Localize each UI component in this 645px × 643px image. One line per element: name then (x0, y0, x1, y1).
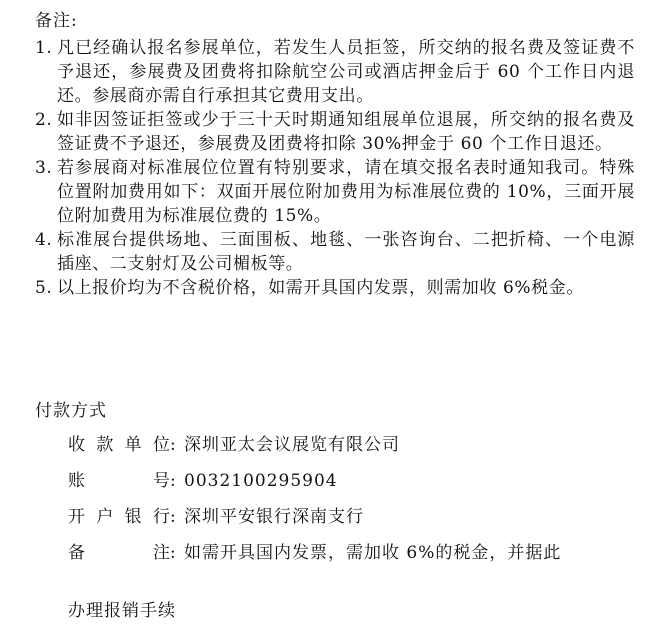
payment-remark-continuation: 办理报销手续 (68, 601, 176, 621)
payment-label: 账号 (68, 471, 170, 491)
payment-colon: : (170, 471, 177, 491)
note-number: 2. (35, 110, 53, 130)
payment-colon: : (170, 507, 177, 527)
payment-details (68, 434, 628, 578)
note-text: 标准展台提供场地、三面围板、地毯、一张咨询台、二把折椅、一个电源插座、二支射灯及公司楣板等。 (57, 230, 635, 274)
note-item-5 (35, 276, 635, 300)
note-item-1 (35, 36, 635, 108)
note-text: 凡已经确认报名参展单位，若发生人员拒签，所交纳的报名费及签证费不予退还，参展费及团费将扣除航空公司或酒店押金后于 60 个工作日内退还。参展商亦需自行承担其它费用支出。 (57, 38, 635, 106)
note-number: 3. (35, 158, 53, 178)
note-text: 若参展商对标准展位位置有特别要求，请在填交报名表时通知我司。特殊位置附加费用如下：双面开展位附加费用为标准展位费的 10%，三面开展位附加费用为标准展位费的 15%。 (57, 158, 635, 226)
payment-value: 0032100295904 (184, 471, 338, 491)
payment-row-account (68, 470, 628, 506)
payment-row-remark (68, 542, 628, 578)
note-number: 4. (35, 230, 53, 250)
note-text: 以上报价均为不含税价格，如需开具国内发票，则需加收 6%税金。 (57, 278, 584, 298)
note-item-4 (35, 228, 635, 276)
notes-list (35, 36, 635, 300)
payment-label: 备注 (68, 543, 170, 563)
payment-value: 如需开具国内发票，需加收 6%的税金，并据此 (184, 543, 562, 563)
payment-row-bank (68, 506, 628, 542)
payment-heading: 付款方式 (35, 401, 107, 421)
note-text: 如非因签证拒签或少于三十天时期通知组展单位退展，所交纳的报名费及签证费不予退还，参展费及团费将扣除 30%押金于 60 个工作日退还。 (57, 110, 635, 154)
note-item-2 (35, 108, 635, 156)
payment-value: 深圳亚太会议展览有限公司 (184, 435, 400, 455)
notes-heading: 备注: (35, 11, 78, 31)
note-number: 1. (35, 38, 53, 58)
payment-colon: : (170, 543, 177, 563)
note-item-3 (35, 156, 635, 228)
note-number: 5. (35, 278, 53, 298)
payment-label: 开户银行 (68, 507, 170, 527)
payment-label: 收款单位 (68, 435, 170, 455)
payment-colon: : (170, 435, 177, 455)
payment-row-payee (68, 434, 628, 470)
payment-value: 深圳平安银行深南支行 (184, 507, 364, 527)
